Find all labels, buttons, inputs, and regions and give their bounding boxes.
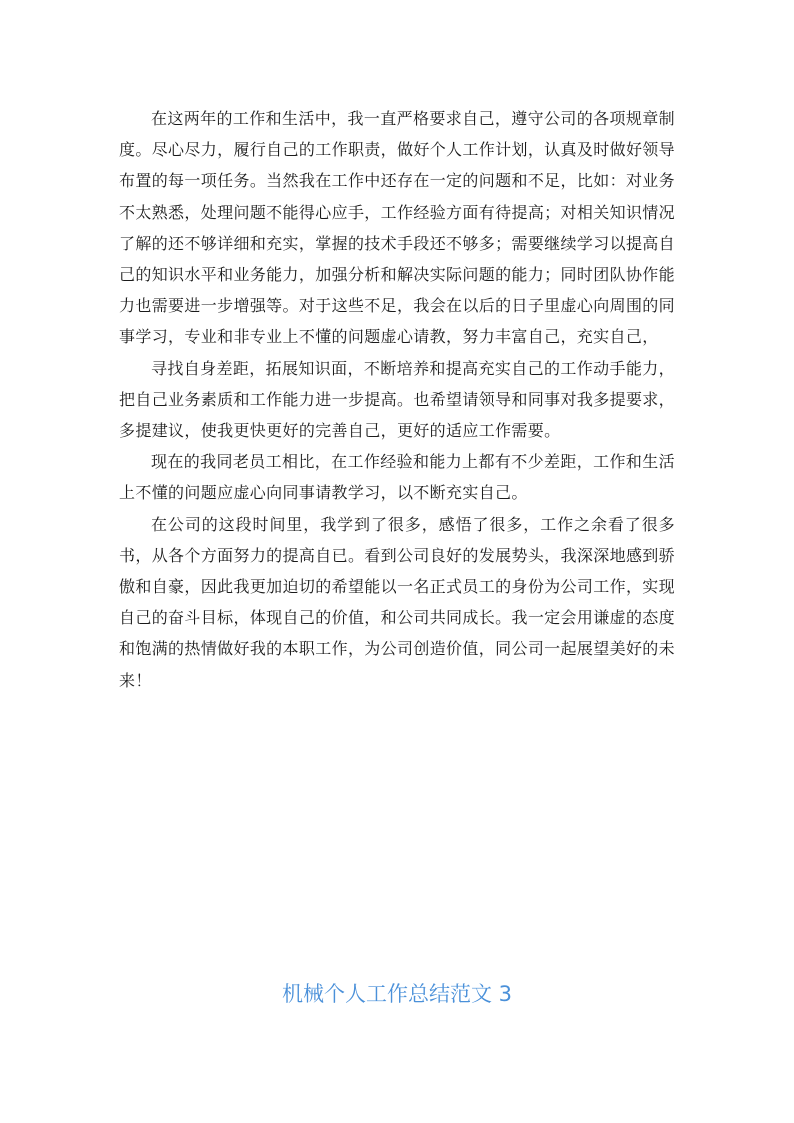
paragraph-1: 在这两年的工作和生活中，我一直严格要求自己，遵守公司的各项规章制度。尽心尽力，履行自己的工作职责，做好个人工作计划，认真及时做好领导布置的每一项任务。当然我在工作中还存在一定的问题和不足，比如：对业务不太熟悉，处理问题不能得心应手，工作经验方面有待提高；对相关知识情况了解的还不够详细和充实，掌握的技术手段还不够多；需要继续学习以提高自己的知识水平和业务能力，加强分析和解决实际问题的能力；同时团队协作能力也需要进一步增强等。对于这些不足，我会在以后的日子里虚心向周围的同事学习，专业和非专业上不懂的问题虚心请教，努力丰富自己，充实自己， (119, 109, 675, 347)
paragraph-4: 在公司的这段时间里，我学到了很多，感悟了很多，工作之余看了很多书，从各个方面努力的提高自已。看到公司良好的发展势头，我深深地感到骄傲和自豪，因此我更加迫切的希望能以一名正式员工的身份为公司工作，实现自己的奋斗目标，体现自己的价值，和公司共同成长。我一定会用谦虚的态度和饱满的热情做好我的本职工作，为公司创造价值，同公司一起展望美好的未来！ (119, 514, 675, 690)
document-body (119, 103, 675, 696)
paragraph-2: 寻找自身差距，拓展知识面，不断培养和提高充实自己的工作动手能力，把自己业务素质和工作能力进一步提高。也希望请领导和同事对我多提要求，多提建议，使我更快更好的完善自己，更好的适应工作需要。 (119, 358, 675, 441)
paragraph-3: 现在的我同老员工相比，在工作经验和能力上都有不少差距，工作和生活上不懂的问题应虚心向同事请教学习，以不断充实自己。 (119, 452, 675, 503)
section-heading: 机械个人工作总结范文 3 (281, 982, 513, 1006)
